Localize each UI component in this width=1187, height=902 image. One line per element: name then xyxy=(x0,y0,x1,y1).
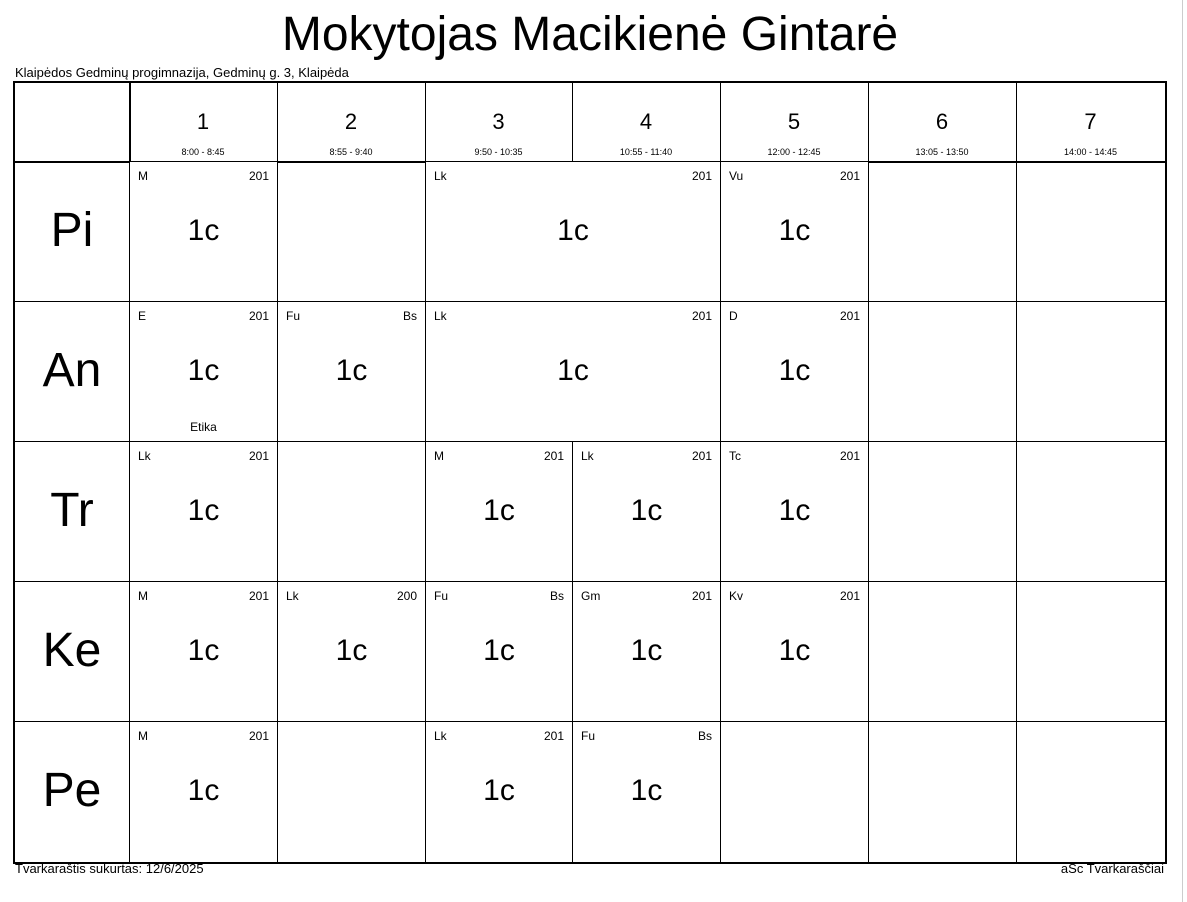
lesson-room: 201 xyxy=(248,309,269,323)
lesson-subject: Kv xyxy=(729,589,744,603)
lesson-subject: Lk xyxy=(434,729,447,743)
brand-label: aSc Tvarkaraščiai xyxy=(1060,861,1164,876)
lesson-subject: Fu xyxy=(434,589,449,603)
period-time: 9:50 - 10:35 xyxy=(474,147,523,157)
lesson-card[interactable] xyxy=(130,722,277,862)
lesson-subject: Lk xyxy=(434,169,447,183)
lesson-room: 201 xyxy=(839,449,860,463)
lesson-note: Etika xyxy=(190,420,217,434)
school-address: Klaipėdos Gedminų progimnazija, Gedminų g. 3, Klaipėda xyxy=(15,65,349,80)
period-header xyxy=(277,83,425,161)
period-header xyxy=(720,83,868,161)
lesson-card[interactable] xyxy=(721,162,868,301)
period-time: 8:00 - 8:45 xyxy=(181,147,225,157)
lesson-room: 201 xyxy=(691,589,712,603)
timetable-grid xyxy=(13,81,1167,864)
lesson-class: 1c xyxy=(557,214,589,247)
lesson-class: 1c xyxy=(483,634,515,667)
lesson-card[interactable] xyxy=(721,302,868,441)
lesson-room: 201 xyxy=(691,309,712,323)
lesson-class: 1c xyxy=(778,634,811,667)
lesson-subject: M xyxy=(138,589,148,603)
period-time: 13:05 - 13:50 xyxy=(915,147,969,157)
lesson-room: 201 xyxy=(248,449,269,463)
lesson-room: 201 xyxy=(248,169,269,183)
day-label: Ke xyxy=(42,624,102,677)
lesson-class: 1c xyxy=(187,494,220,527)
lesson-class: 1c xyxy=(778,214,811,247)
lesson-class: 1c xyxy=(630,494,663,527)
lesson-room: 201 xyxy=(691,169,712,183)
page-edge-divider xyxy=(1182,0,1183,902)
period-number: 4 xyxy=(639,109,653,134)
lesson-room: 201 xyxy=(248,729,269,743)
lesson-class: 1c xyxy=(483,774,515,807)
lesson-subject: M xyxy=(138,729,148,743)
period-number: 3 xyxy=(492,109,505,134)
lesson-room: 201 xyxy=(839,589,860,603)
lesson-card[interactable] xyxy=(721,582,868,721)
lesson-card[interactable] xyxy=(130,302,277,441)
lesson-subject: M xyxy=(138,169,148,183)
lesson-card[interactable] xyxy=(130,582,277,721)
lesson-subject: Gm xyxy=(581,589,601,603)
grid-vline xyxy=(277,83,278,862)
lesson-room: 200 xyxy=(396,589,417,603)
lesson-class: 1c xyxy=(630,774,663,807)
lesson-class: 1c xyxy=(187,354,220,387)
period-time: 8:55 - 9:40 xyxy=(329,147,373,157)
lesson-subject: E xyxy=(138,309,147,323)
lesson-card[interactable] xyxy=(130,442,277,581)
lesson-class: 1c xyxy=(187,634,220,667)
lesson-class: 1c xyxy=(483,494,515,527)
period-header xyxy=(425,83,572,161)
lesson-class: 1c xyxy=(778,494,811,527)
lesson-card[interactable] xyxy=(573,442,720,581)
lesson-subject: M xyxy=(434,449,444,463)
lesson-room: Bs xyxy=(402,309,417,323)
lesson-class: 1c xyxy=(187,214,220,247)
lesson-card[interactable] xyxy=(278,302,425,441)
period-header xyxy=(129,83,277,161)
lesson-room: 201 xyxy=(543,729,564,743)
grid-vline xyxy=(868,83,869,862)
lesson-card[interactable] xyxy=(426,162,720,301)
lesson-room: 201 xyxy=(839,169,860,183)
lesson-subject: Vu xyxy=(729,169,744,183)
created-date: Tvarkaraštis sukurtas: 12/6/2025 xyxy=(15,861,204,876)
page-title: Mokytojas Macikienė Gintarė xyxy=(281,8,899,61)
lesson-card[interactable] xyxy=(426,582,572,721)
day-label: An xyxy=(42,344,102,397)
lesson-card[interactable] xyxy=(426,442,572,581)
period-time: 10:55 - 11:40 xyxy=(619,147,673,157)
day-label: Tr xyxy=(50,484,94,537)
lesson-card[interactable] xyxy=(573,722,720,862)
lesson-card[interactable] xyxy=(721,442,868,581)
lesson-subject: D xyxy=(729,309,738,323)
period-number: 1 xyxy=(196,109,210,134)
lesson-card[interactable] xyxy=(426,302,720,441)
day-label: Pi xyxy=(50,204,94,257)
lesson-class: 1c xyxy=(187,774,220,807)
period-number: 2 xyxy=(344,109,358,134)
lesson-subject: Lk xyxy=(138,449,151,463)
lesson-class: 1c xyxy=(557,354,589,387)
lesson-subject: Lk xyxy=(434,309,447,323)
period-header xyxy=(572,83,720,161)
lesson-card[interactable] xyxy=(130,162,277,301)
lesson-subject: Fu xyxy=(286,309,301,323)
period-number: 5 xyxy=(787,109,801,134)
lesson-class: 1c xyxy=(630,634,663,667)
period-number: 6 xyxy=(935,109,949,134)
lesson-card[interactable] xyxy=(573,582,720,721)
lesson-room: 201 xyxy=(691,449,712,463)
grid-vline xyxy=(1016,83,1017,862)
period-header xyxy=(1016,83,1165,161)
lesson-subject: Tc xyxy=(729,449,741,463)
lesson-card[interactable] xyxy=(426,722,572,862)
lesson-room: Bs xyxy=(549,589,564,603)
lesson-room: 201 xyxy=(839,309,860,323)
lesson-card[interactable] xyxy=(278,582,425,721)
period-time: 12:00 - 12:45 xyxy=(767,147,821,157)
lesson-subject: Lk xyxy=(286,589,299,603)
lesson-class: 1c xyxy=(778,354,811,387)
lesson-subject: Fu xyxy=(581,729,596,743)
period-time: 14:00 - 14:45 xyxy=(1063,147,1118,157)
period-number: 7 xyxy=(1084,109,1097,134)
lesson-class: 1c xyxy=(335,634,368,667)
lesson-room: 201 xyxy=(543,449,564,463)
day-label: Pe xyxy=(42,764,102,817)
lesson-room: 201 xyxy=(248,589,269,603)
lesson-room: Bs xyxy=(697,729,712,743)
lesson-subject: Lk xyxy=(581,449,594,463)
period-header xyxy=(868,83,1016,161)
lesson-class: 1c xyxy=(335,354,368,387)
